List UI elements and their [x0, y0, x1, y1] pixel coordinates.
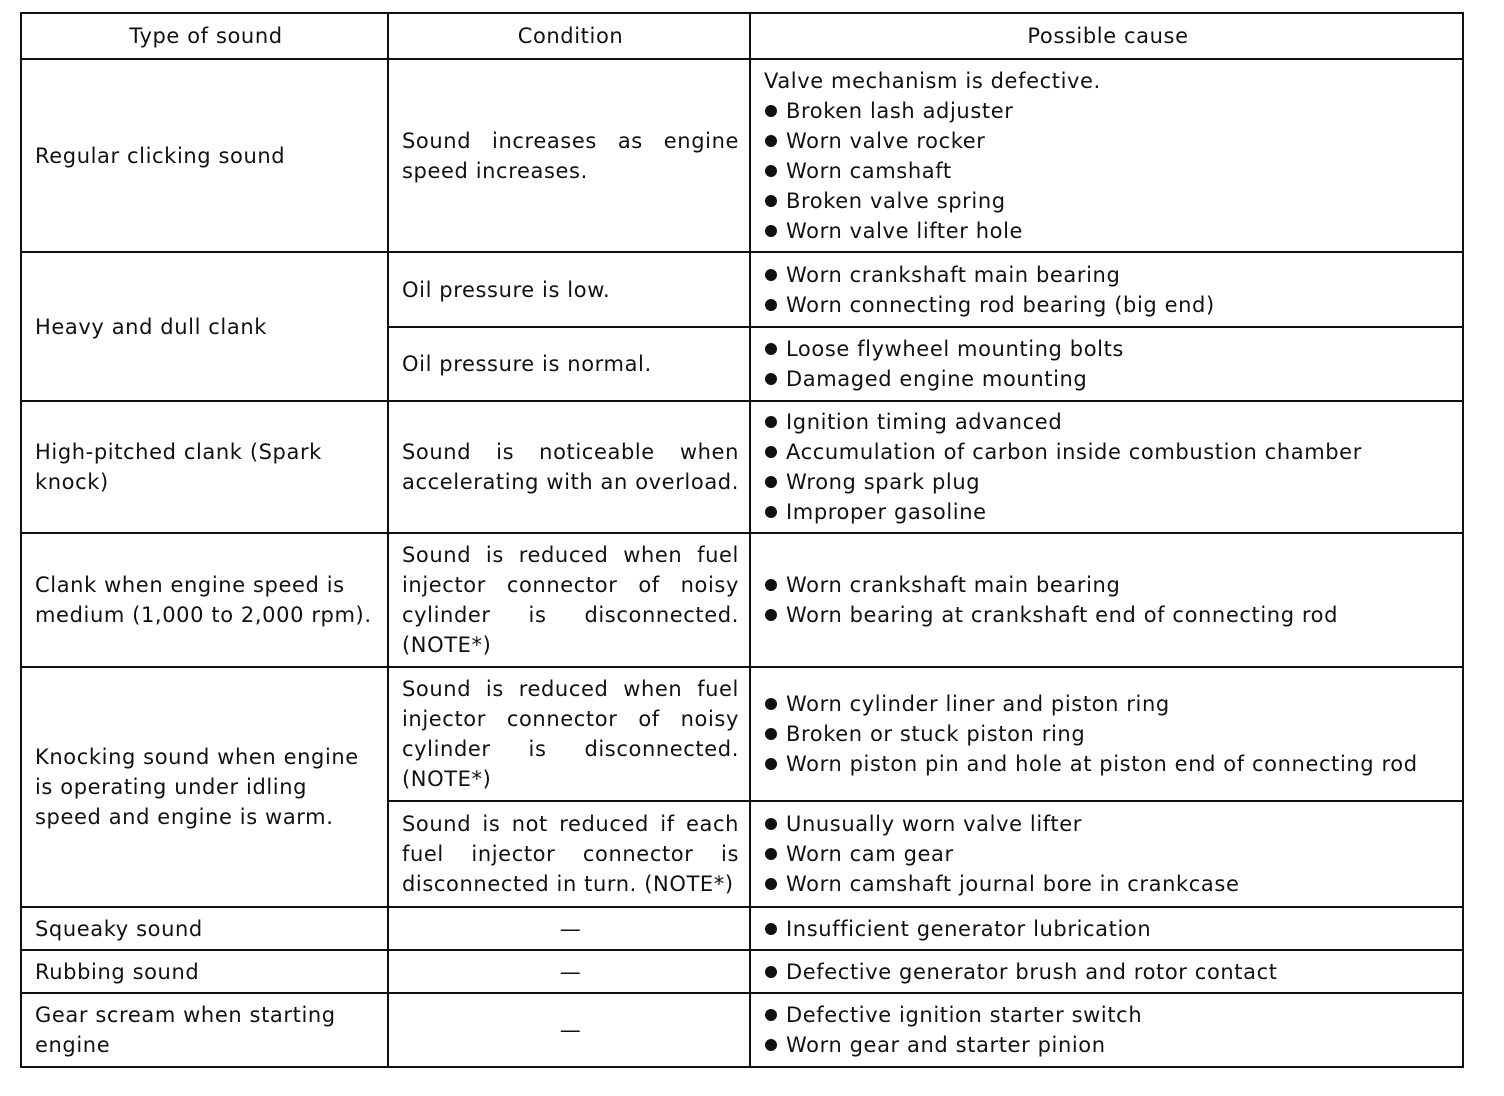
cause-text: Broken or stuck piston ring [786, 722, 1086, 746]
bullet-icon [765, 446, 777, 458]
cause-text: Worn cam gear [786, 842, 954, 866]
cause-text: Damaged engine mounting [786, 367, 1088, 391]
cause-cell [750, 252, 1463, 327]
cause-item [764, 407, 1452, 437]
cause-text: Worn crankshaft main bearing [786, 573, 1121, 597]
cause-item [764, 1030, 1452, 1060]
condition-cell [388, 907, 750, 950]
cause-item [764, 126, 1452, 156]
cause-list [764, 957, 1452, 987]
table-row [21, 533, 1463, 667]
bullet-icon [765, 758, 777, 770]
header-row [21, 13, 1463, 59]
cause-item [764, 689, 1452, 719]
no-condition-dash: — [559, 1018, 582, 1042]
cause-text: Worn bearing at crankshaft end of connecting rod [786, 603, 1339, 627]
cause-text: Worn connecting rod bearing (big end) [786, 292, 1215, 317]
no-condition-dash: — [559, 916, 582, 941]
cause-item [764, 1000, 1452, 1030]
cause-cell [750, 59, 1463, 252]
bullet-icon [765, 299, 777, 311]
bullet-icon [765, 923, 777, 935]
cause-text: Accumulation of carbon inside combustion chamber [786, 440, 1362, 464]
cause-text: Wrong spark plug [786, 470, 981, 494]
cause-item [764, 914, 1452, 944]
bullet-icon [765, 848, 777, 860]
cause-text: Broken valve spring [786, 188, 1006, 213]
bullet-icon [765, 506, 777, 518]
no-condition-dash: — [559, 959, 582, 984]
sound-type-cell: Gear scream when starting engine [21, 993, 388, 1067]
bullet-icon [765, 343, 777, 355]
cause-item [764, 497, 1452, 527]
cause-item [764, 809, 1452, 839]
cause-text: Loose flywheel mounting bolts [786, 337, 1124, 361]
header-possible-cause: Possible cause [750, 13, 1463, 59]
cause-text: Worn piston pin and hole at piston end of connecting rod [786, 752, 1418, 776]
cause-list [764, 689, 1452, 779]
bullet-icon [765, 225, 777, 237]
bullet-icon [765, 373, 777, 385]
bullet-icon [765, 105, 777, 117]
table-row [21, 907, 1463, 950]
engine-noise-diagnosis-table [20, 12, 1464, 1068]
cause-text: Broken lash adjuster [786, 98, 1014, 123]
condition-cell: Sound is reduced when fuel injector connector of noisy cylinder is disconnected. (NOTE*) [388, 667, 750, 801]
cause-item [764, 957, 1452, 987]
cause-list [764, 260, 1452, 320]
cause-text: Worn camshaft journal bore in crankcase [786, 872, 1240, 896]
table-row [21, 401, 1463, 533]
cause-text: Worn crankshaft main bearing [786, 262, 1121, 287]
cause-item [764, 290, 1452, 320]
condition-cell: Sound is not reduced if each fuel injector connector is disconnected in turn. (NOTE*) [388, 801, 750, 907]
cause-intro: Valve mechanism is defective. [764, 68, 1101, 93]
sound-type-cell: High-pitched clank (Spark knock) [21, 401, 388, 533]
cause-item [764, 437, 1452, 467]
cause-item [764, 96, 1452, 126]
cause-list [764, 914, 1452, 944]
condition-cell: Sound increases as engine speed increases. [388, 59, 750, 252]
cause-text: Unusually worn valve lifter [786, 812, 1082, 836]
bullet-icon [765, 1039, 777, 1051]
bullet-icon [765, 269, 777, 281]
sound-type-cell: Clank when engine speed is medium (1,000 to 2,000 rpm). [21, 533, 388, 667]
cause-cell [750, 950, 1463, 993]
bullet-icon [765, 476, 777, 488]
cause-item [764, 260, 1452, 290]
cause-text: Worn cylinder liner and piston ring [786, 692, 1170, 716]
header-condition: Condition [388, 13, 750, 59]
cause-cell [750, 801, 1463, 907]
header-type-of-sound: Type of sound [21, 13, 388, 59]
bullet-icon [765, 579, 777, 591]
sound-type-cell: Knocking sound when engine is operating under idling speed and engine is warm. [21, 667, 388, 907]
cause-text: Worn valve lifter hole [786, 218, 1024, 243]
cause-list [764, 570, 1452, 630]
cause-text: Insufficient generator lubrication [786, 916, 1152, 941]
cause-list [764, 96, 1452, 246]
cause-item [764, 570, 1452, 600]
cause-text: Defective generator brush and rotor contact [786, 959, 1278, 984]
sound-type-cell: Heavy and dull clank [21, 252, 388, 401]
cause-item [764, 719, 1452, 749]
cause-text: Ignition timing advanced [786, 410, 1063, 434]
sound-type-cell: Squeaky sound [21, 907, 388, 950]
bullet-icon [765, 818, 777, 830]
bullet-icon [765, 135, 777, 147]
cause-item [764, 749, 1452, 779]
cause-text: Improper gasoline [786, 500, 987, 524]
cause-text: Worn camshaft [786, 158, 952, 183]
condition-cell: Sound is reduced when fuel injector connector of noisy cylinder is disconnected. (NOTE*) [388, 533, 750, 667]
bullet-icon [765, 1009, 777, 1021]
cause-item [764, 156, 1452, 186]
cause-cell [750, 401, 1463, 533]
cause-text: Worn valve rocker [786, 128, 986, 153]
bullet-icon [765, 609, 777, 621]
cause-cell [750, 667, 1463, 801]
cause-item [764, 839, 1452, 869]
cause-item [764, 600, 1452, 630]
bullet-icon [765, 165, 777, 177]
table-row [21, 950, 1463, 993]
cause-item [764, 869, 1452, 899]
condition-cell: Oil pressure is low. [388, 252, 750, 327]
bullet-icon [765, 416, 777, 428]
cause-list [764, 334, 1452, 394]
cause-item [764, 364, 1452, 394]
bullet-icon [765, 728, 777, 740]
condition-cell [388, 993, 750, 1067]
condition-cell: Sound is noticeable when accelerating with an overload. [388, 401, 750, 533]
cause-cell [750, 907, 1463, 950]
cause-cell [750, 327, 1463, 401]
cause-text: Defective ignition starter switch [786, 1003, 1143, 1027]
cause-item [764, 334, 1452, 364]
bullet-icon [765, 966, 777, 978]
table-row [21, 59, 1463, 252]
table-row [21, 993, 1463, 1067]
sound-type-cell: Regular clicking sound [21, 59, 388, 252]
bullet-icon [765, 698, 777, 710]
condition-cell [388, 950, 750, 993]
cause-text: Worn gear and starter pinion [786, 1033, 1106, 1057]
condition-cell: Oil pressure is normal. [388, 327, 750, 401]
cause-list [764, 407, 1452, 527]
table-row [21, 667, 1463, 801]
cause-item [764, 467, 1452, 497]
diagnosis-page [20, 12, 1462, 1068]
bullet-icon [765, 195, 777, 207]
cause-cell [750, 993, 1463, 1067]
cause-item [764, 216, 1452, 246]
cause-item [764, 186, 1452, 216]
cause-list [764, 809, 1452, 899]
bullet-icon [765, 878, 777, 890]
table-row [21, 252, 1463, 327]
sound-type-cell: Rubbing sound [21, 950, 388, 993]
cause-cell [750, 533, 1463, 667]
cause-list [764, 1000, 1452, 1060]
